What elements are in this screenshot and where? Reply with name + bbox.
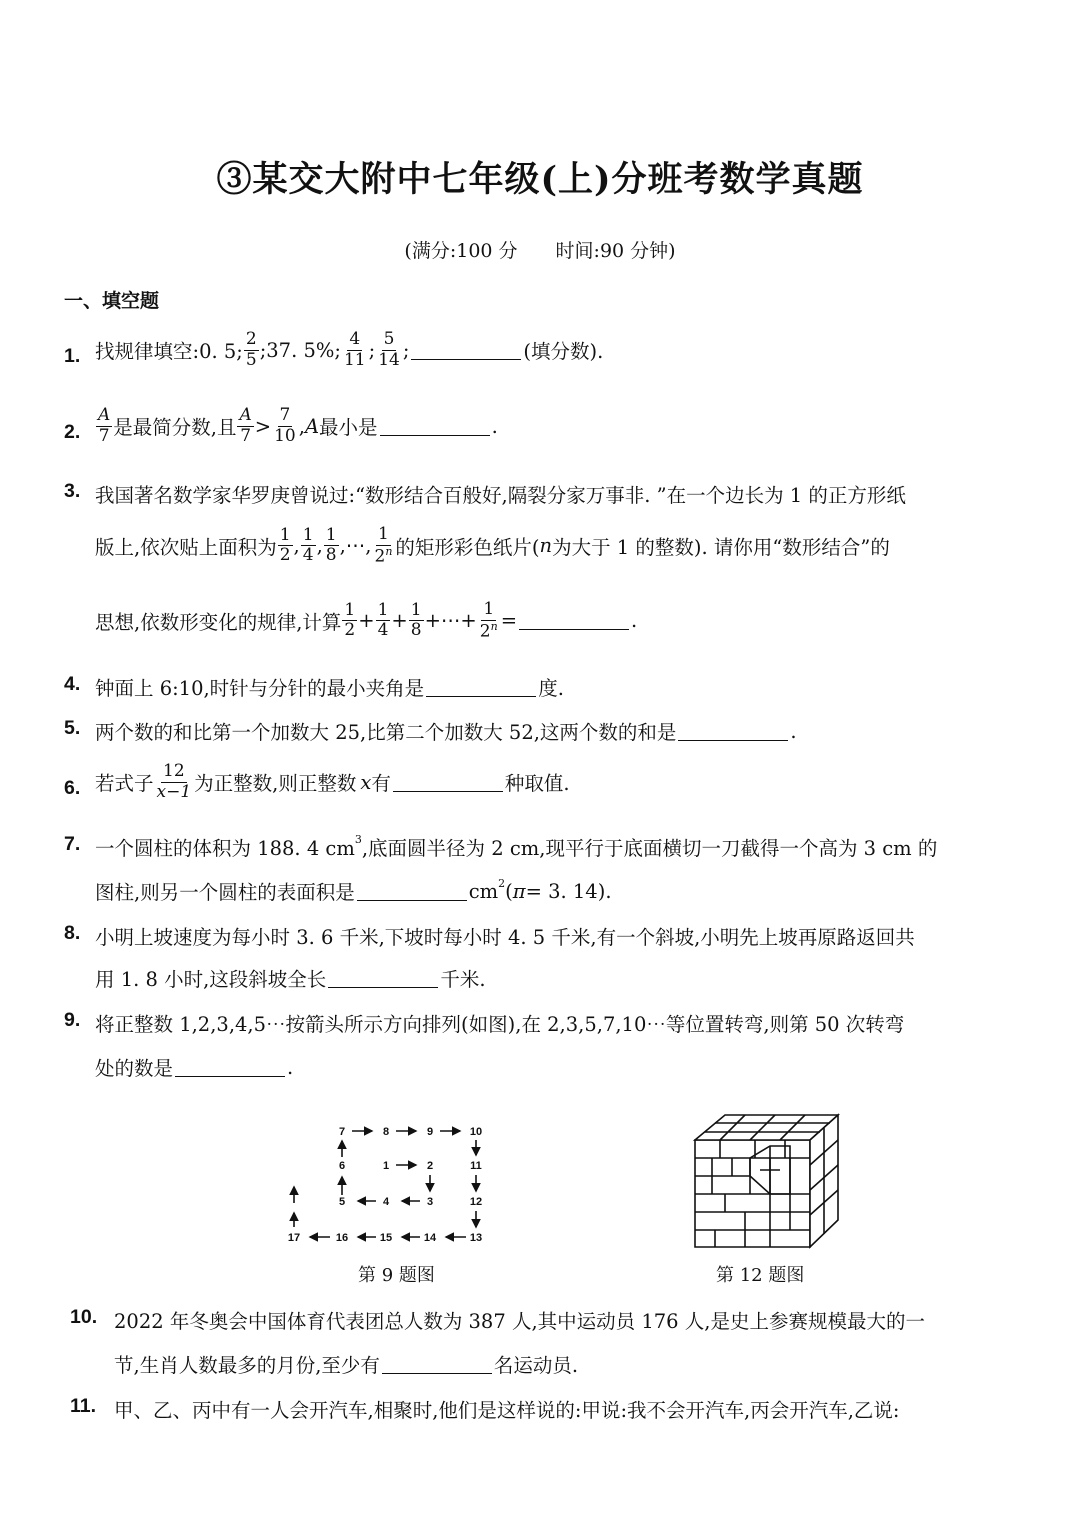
q3-text: , bbox=[293, 534, 300, 558]
q9-text: 处的数是 bbox=[95, 1057, 174, 1080]
grid-number: 4 bbox=[382, 1196, 390, 1208]
question-number: 11. bbox=[70, 1395, 97, 1417]
q2-text: 最小是 bbox=[319, 416, 378, 440]
fraction: $\frac{12}{x-1}$ bbox=[156, 761, 192, 802]
q6-text: 有 bbox=[371, 772, 391, 796]
question-4 bbox=[95, 673, 564, 701]
q3-text: + bbox=[391, 609, 408, 633]
grid-number: 12 bbox=[469, 1196, 483, 1208]
q3-text: + bbox=[358, 609, 375, 633]
q4-text: 度. bbox=[538, 677, 564, 700]
section-heading: 一、填空题 bbox=[64, 290, 160, 312]
q1-text: (填分数). bbox=[523, 340, 604, 364]
fraction: $\frac{7}{10}$ bbox=[274, 405, 296, 446]
fraction: $\frac{1}{8}$ bbox=[410, 599, 422, 641]
fraction: $\frac{1}{4}$ bbox=[377, 599, 389, 641]
q3-text: . bbox=[631, 609, 638, 633]
question-number: 10. bbox=[70, 1306, 98, 1328]
answer-blank[interactable] bbox=[380, 417, 490, 436]
q6-text: 种取值. bbox=[504, 772, 570, 796]
figure-12-caption: 第 12 题图 bbox=[716, 1265, 805, 1286]
answer-blank[interactable] bbox=[382, 1355, 492, 1374]
q8-text: 用 1. 8 小时,这段斜坡全长 bbox=[95, 968, 327, 991]
q1-text: ; bbox=[402, 338, 410, 362]
question-number: 8. bbox=[64, 922, 81, 944]
question-number: 6. bbox=[64, 777, 81, 799]
exam-info: (满分:100 分 时间:90 分钟) bbox=[404, 240, 676, 262]
answer-blank[interactable] bbox=[328, 969, 438, 988]
q7-text: 3 bbox=[354, 833, 362, 846]
grid-number: 9 bbox=[426, 1126, 434, 1138]
grid-number: 17 bbox=[287, 1232, 301, 1244]
q2-text: > bbox=[254, 414, 272, 438]
grid-number: 10 bbox=[469, 1126, 483, 1138]
question-5 bbox=[95, 717, 797, 745]
grid-number: 1 bbox=[382, 1160, 390, 1172]
variable: x bbox=[360, 770, 372, 794]
q7-text: ,底面圆半径为 2 cm,现平行于底面横切一刀截得一个高为 3 cm 的 bbox=[361, 837, 938, 860]
question-8-line-1: 小明上坡速度为每小时 3. 6 千米,下坡时每小时 4. 5 千米,有一个斜坡,小明先上坡再原路返回共 bbox=[95, 926, 915, 949]
question-11-line-1: 甲、乙、丙中有一人会开汽车,相聚时,他们是这样说的:甲说:我不会开汽车,丙会开汽车,乙说: bbox=[114, 1399, 900, 1422]
question-number: 9. bbox=[64, 1009, 81, 1031]
figure-9-caption: 第 9 题图 bbox=[358, 1265, 435, 1286]
page-title: ③某交大附中七年级(上)分班考数学真题 bbox=[216, 159, 864, 200]
question-number: 4. bbox=[64, 673, 81, 695]
q7-text: = 3. 14). bbox=[525, 879, 612, 903]
question-7-line-1 bbox=[95, 833, 937, 861]
question-number: 2. bbox=[64, 421, 81, 443]
q2-text: 是最简分数,且 bbox=[113, 416, 237, 440]
question-3-line-3 bbox=[95, 600, 637, 642]
q9-text: . bbox=[287, 1055, 294, 1079]
q1-text: ; bbox=[368, 338, 376, 362]
question-number: 5. bbox=[64, 717, 81, 739]
q7-text: 图柱,则另一个圆柱的表面积是 bbox=[95, 881, 355, 904]
q3-text: = bbox=[500, 609, 518, 633]
grid-number: 7 bbox=[338, 1126, 346, 1138]
answer-blank[interactable] bbox=[678, 722, 788, 741]
answer-blank[interactable] bbox=[175, 1058, 285, 1077]
grid-number: 15 bbox=[379, 1232, 393, 1244]
cube-figure bbox=[690, 1110, 840, 1250]
fraction: $\frac{1}{2}$ bbox=[279, 524, 291, 566]
fraction: $\frac{1}{2^n}$ bbox=[479, 599, 498, 642]
q7-text: ( bbox=[505, 879, 513, 903]
question-number: 1. bbox=[64, 345, 81, 367]
answer-blank[interactable] bbox=[393, 773, 503, 792]
q2-text: . bbox=[491, 414, 498, 438]
variable: π bbox=[512, 879, 526, 903]
q5-text: . bbox=[790, 719, 797, 743]
question-6 bbox=[95, 762, 570, 802]
question-10-line-2 bbox=[114, 1350, 578, 1378]
q10-text: 名运动员. bbox=[493, 1354, 579, 1377]
fraction: $\frac{2}{5}$ bbox=[245, 329, 257, 370]
q7-text: 2 bbox=[498, 877, 506, 890]
question-number: 3. bbox=[64, 480, 81, 502]
q3-text: 的矩形彩色纸片( bbox=[395, 535, 540, 559]
grid-number: 14 bbox=[423, 1232, 437, 1244]
answer-blank[interactable] bbox=[357, 882, 467, 901]
question-8-line-2 bbox=[95, 964, 486, 992]
q2-text: , bbox=[298, 414, 305, 438]
question-9-line-1: 将正整数 1,2,3,4,5⋯按箭头所示方向排列(如图),在 2,3,5,7,10⋯等位置转弯,则第 50 次转弯 bbox=[95, 1013, 905, 1036]
question-7-line-2 bbox=[95, 877, 612, 905]
q3-text: 为大于 1 的整数). 请你用“数形结合”的 bbox=[552, 535, 890, 559]
q3-text: ,⋯, bbox=[339, 534, 372, 558]
grid-number: 3 bbox=[426, 1196, 434, 1208]
q10-text: 节,生肖人数最多的月份,至少有 bbox=[114, 1354, 380, 1377]
variable: A bbox=[304, 414, 320, 438]
answer-blank[interactable] bbox=[426, 678, 536, 697]
question-3-line-1: 我国著名数学家华罗庚曾说过:“数形结合百般好,隔裂分家万事非. ”在一个边长为 1 的正方形纸 bbox=[95, 484, 906, 507]
grid-number: 13 bbox=[469, 1232, 483, 1244]
question-2 bbox=[95, 406, 498, 446]
q6-text: 若式子 bbox=[95, 772, 154, 796]
q3-text: , bbox=[316, 534, 323, 558]
q7-text: 一个圆柱的体积为 188. 4 cm bbox=[95, 837, 355, 860]
fraction: $\frac{1}{4}$ bbox=[302, 524, 314, 566]
answer-blank[interactable] bbox=[519, 611, 629, 630]
grid-number: 16 bbox=[335, 1232, 349, 1244]
question-9-line-2 bbox=[95, 1053, 293, 1081]
q3-text: 思想,依数形变化的规律,计算 bbox=[95, 610, 342, 634]
variable: n bbox=[539, 534, 553, 558]
fraction: $\frac{1}{2}$ bbox=[344, 599, 356, 641]
fraction: $\frac{A}{7}$ bbox=[98, 405, 111, 446]
grid-number: 11 bbox=[470, 1160, 482, 1172]
fraction: $\frac{4}{11}$ bbox=[343, 329, 366, 370]
question-number: 7. bbox=[64, 833, 81, 855]
grid-number: 2 bbox=[426, 1160, 434, 1172]
q4-text: 钟面上 6:10,时针与分针的最小夹角是 bbox=[95, 677, 425, 700]
fraction: $\frac{5}{14}$ bbox=[378, 329, 400, 370]
q7-text: cm bbox=[468, 879, 499, 903]
fraction: $\frac{1}{8}$ bbox=[325, 524, 337, 566]
fraction: $\frac{1}{2^n}$ bbox=[374, 524, 393, 567]
q5-text: 两个数的和比第一个加数大 25,比第二个加数大 52,这两个数的和是 bbox=[95, 721, 677, 744]
q6-text: 为正整数,则正整数 bbox=[194, 772, 357, 796]
spiral-figure bbox=[280, 1115, 495, 1250]
q3-text: 版上,依次贴上面积为 bbox=[95, 535, 277, 559]
q1-text: 找规律填空:0. 5; bbox=[95, 340, 243, 364]
grid-number: 5 bbox=[338, 1196, 346, 1208]
answer-blank[interactable] bbox=[411, 341, 521, 360]
q3-text: +⋯+ bbox=[424, 609, 477, 633]
question-1 bbox=[95, 330, 603, 370]
grid-number: 6 bbox=[338, 1160, 346, 1172]
q1-text: ;37. 5%; bbox=[259, 338, 341, 362]
fraction: $\frac{A}{7}$ bbox=[239, 405, 252, 446]
q8-text: 千米. bbox=[440, 968, 486, 991]
question-10-line-1: 2022 年冬奥会中国体育代表团总人数为 387 人,其中运动员 176 人,是史上参赛规模最大的一 bbox=[114, 1310, 925, 1333]
question-3-line-2 bbox=[95, 525, 890, 567]
grid-number: 8 bbox=[382, 1126, 390, 1138]
